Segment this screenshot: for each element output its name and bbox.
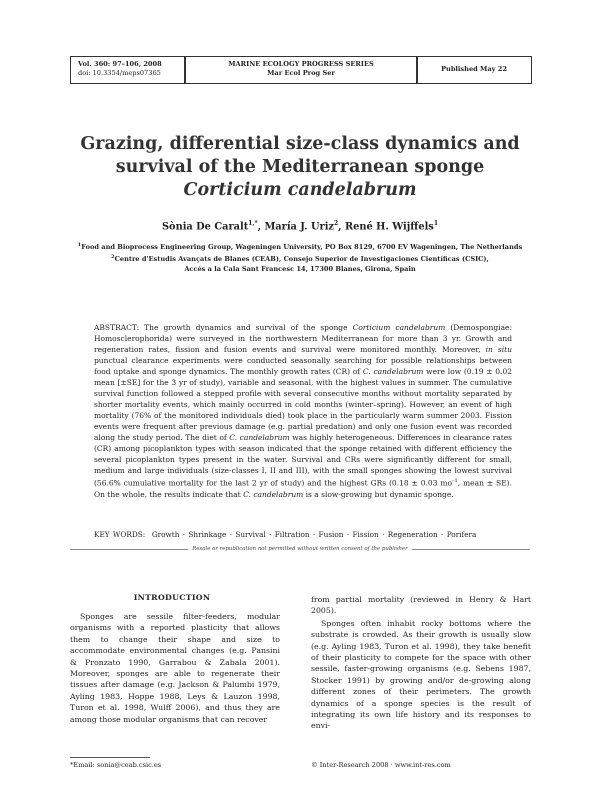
abstract-insitu: in situ (485, 345, 512, 354)
volume-info: Vol. 360: 97–106, 2008 (78, 60, 162, 68)
title-line-2: survival of the Mediterranean sponge (115, 157, 485, 177)
affiliation-2 (40, 252, 560, 264)
author-2-affil: 2 (333, 220, 339, 227)
abstract-text-5: was highly heterogeneous. Differences in clearance rates (CR) among picoplankton types with season indicated that the sponge retained with different efficiency the several picoplankton types present in the water. Survival and CRs were significantly different for small, medium and large individuals (size-classes I, II and III), with the small sponges showing the lowest survival (56.6% cumulative mortality for the last 2 yr of study) and the highest GRs (0.18 ± 0.03 mo (94, 433, 513, 488)
abstract-label: ABSTRACT: (94, 323, 140, 332)
footnote-rule (70, 757, 150, 758)
keywords-label: KEY WORDS: (94, 530, 146, 539)
rights-text: Resale or republication not permitted without written consent of the publisher (188, 546, 411, 552)
affiliations (40, 240, 560, 274)
header-published-box (416, 56, 532, 84)
title-line-1: Grazing, differential size-class dynamics and (80, 134, 520, 154)
abstract-text-1: The growth dynamics and survival of the sponge (139, 323, 353, 332)
affiliation-1 (40, 240, 560, 252)
affiliation-1-text: Food and Bioprocess Engineering Group, Wageningen University, PO Box 8129, 6700 EV Wageningen, The Netherlands (81, 243, 523, 252)
journal-abbrev: Mar Ecol Prog Ser (267, 69, 335, 77)
intro-right-para-1: from partial mortality (reviewed in Henry & Hart 2005). (311, 595, 531, 616)
header-volume-box (70, 56, 186, 84)
abstract-species: Corticium candelabrum (352, 323, 446, 332)
author-3: , René H. Wijffels (338, 221, 434, 233)
abstract-species-abbrev-3: C. candelabrum (243, 489, 304, 499)
article-title (40, 133, 560, 202)
header-journal-box (184, 56, 418, 84)
author-1-affil: 1, (248, 220, 255, 227)
keywords-list: Growth · Shrinkage · Survival · Filtration · Fusion · Fission · Regeneration · Porifera (151, 530, 477, 539)
abstract-text-4: were low (0.19 ± 0.02 mean [±SE] for the 3 yr of study), variable and seasonal, with the highest values in summer. The cumulative survival function followed a stepped profile with several consecutive months without mortality separated by shorter mortality events, which mainly occurred in cold months (winter–spring). However, an event of high mortality (76% of the monitored individuals died) took place in the particularly warm summer 2003. Fission events were frequent after previous damage (e.g. partial predation) and only one fusion event was recorded along the study period. The diet of (94, 367, 512, 442)
affiliation-1-number: 1 (77, 242, 82, 248)
abstract-species-abbrev-2: C. candelabrum (229, 433, 290, 442)
abstract-superscript: –1 (452, 478, 458, 484)
section-heading-introduction: INTRODUCTION (133, 593, 211, 602)
abstract-text-2: (Demospongiae: Homosclerophorida) were surveyed in the northwestern Mediterranean for more than 3 yr. Growth and regeneration rates, fission and fusion events and survival were monitored monthly. Moreover, (94, 323, 512, 354)
abstract-text-6: , mean ± SE). On the whole, the results indicate that (94, 478, 512, 499)
abstract-text-7: is a slow-growing but dynamic sponge. (303, 489, 454, 499)
author-2: , María J. Uriz (257, 221, 334, 233)
footnote-email[interactable]: *Email: sonia@ceab.csic.es (70, 761, 162, 769)
author-list (40, 220, 560, 232)
affiliation-2-line-1: Centre d'Estudis Avançats de Blanes (CEAB), Consejo Superior de Investigaciones Científicas (CSIC), (114, 255, 489, 264)
abstract-species-abbrev-1: C. candelabrum (362, 367, 424, 376)
intro-right-column (311, 594, 531, 732)
intro-left-column: Sponges are sessile filter-feeders, modular organisms with a reported plasticity that allows them to change their shape and size to accommodate environmental changes (e.g. Pansini & Pronzato 1990, Garrabou & Zabala 2001). Moreover, sponges are able to regenerate their tissues after damage (e.g. Jackson & Palumbi 1979, Ayling 1983, Hoppe 1988, Leys & Lauzon 1998, Turon et al. 1998, Wulff 2006), and thus they are among those modular organisms that can recover (70, 612, 280, 724)
author-1: Sònia De Caralt (161, 221, 249, 233)
corresponding-author-star: * (254, 220, 258, 227)
keywords (94, 530, 512, 539)
intro-right-para-2: Sponges often inhabit rocky bottoms where the substrate is crowded. As their growth is usually slow (e.g. Ayling 1983, Turon et al. 1998), they take benefit of their plasticity to compete for the space with other sessile, faster-growing organisms (e.g. Sebens 1987, Stocker 1991) by growing and/or de-growing along different zones of their perimeters. The growth dynamics of a sponge species is the result of integrating its own life history and its responses to envi- (311, 618, 531, 731)
doi[interactable]: doi: 10.3354/meps07365 (78, 69, 161, 77)
author-3-affil: 1 (433, 220, 439, 227)
copyright: © Inter-Research 2008 · www.int-res.com (311, 761, 451, 769)
rights-notice (70, 546, 530, 552)
affiliation-2-number: 2 (111, 254, 115, 261)
abstract (94, 322, 512, 500)
abstract-text-3: punctual clearance experiments were conducted seasonally searching for possible relationships between food uptake and sponge dynamics. The monthly growth rates (CR) of (94, 356, 512, 376)
affiliation-2-address: Accés a la Cala Sant Francesc 14, 17300 Blanes, Girona, Spain (184, 265, 416, 274)
published-date: Published May 22 (441, 65, 507, 73)
title-line-3: Corticium candelabrum (183, 180, 417, 200)
journal-name: MARINE ECOLOGY PROGRESS SERIES (228, 60, 374, 68)
